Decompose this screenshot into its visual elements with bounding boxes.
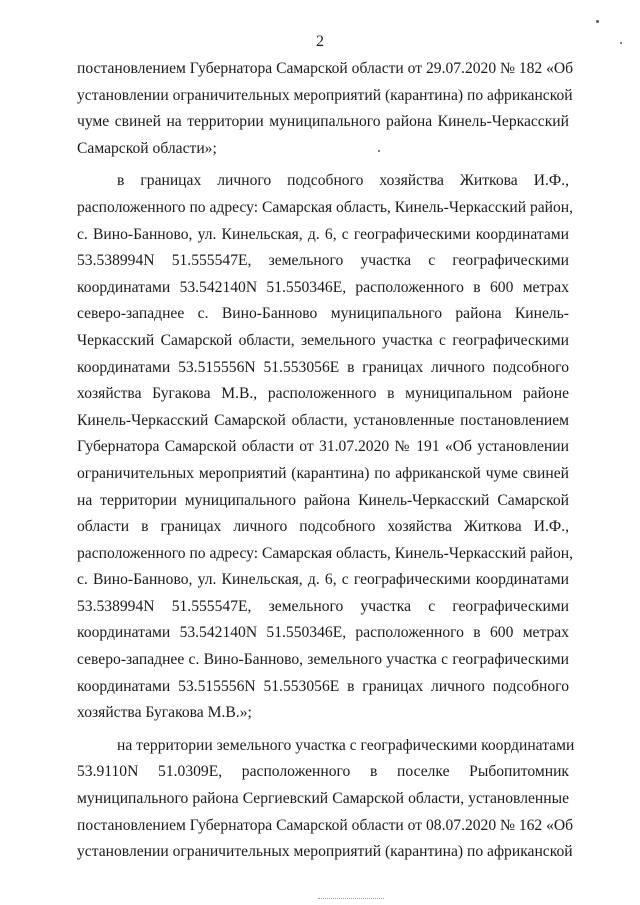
text-line: хозяйства Бугакова М.В.»; bbox=[77, 704, 252, 722]
text-line: Самарской области»; bbox=[77, 139, 217, 157]
text-line: с. Вино-Банново, ул. Кинельская, д. 6, с географическими координатами bbox=[77, 571, 569, 589]
text-line: установлении ограничительных мероприятий (карантина) по африканской bbox=[77, 86, 573, 104]
scan-speck bbox=[596, 20, 599, 23]
scan-artifact bbox=[318, 898, 384, 900]
paragraph bbox=[77, 733, 575, 866]
text-line: муниципального района Сергиевский Самарской области, установленные bbox=[77, 790, 569, 808]
text-line: расположенного по адресу: Самарская область, Кинель-Черкасский район, bbox=[77, 198, 574, 216]
text-line: координатами 53.542140N 51.550346E, расположенного в 600 метрах bbox=[77, 278, 569, 296]
scan-speck bbox=[620, 42, 622, 44]
document-body bbox=[77, 56, 575, 866]
text-line: координатами 53.515556N 51.553056E в границах личного подсобного bbox=[77, 677, 569, 695]
text-line: с. Вино-Банново, ул. Кинельская, д. 6, с географическими координатами bbox=[77, 225, 569, 243]
text-line: области в границах личного подсобного хозяйства Житкова И.Ф., bbox=[77, 518, 569, 536]
paragraph bbox=[77, 168, 574, 726]
text-line: 53.9110N 51.0309E, расположенного в поселке Рыбопитомник bbox=[77, 763, 569, 781]
scan-speck bbox=[378, 150, 380, 152]
text-line: на территории земельного участка с географическими координатами bbox=[117, 736, 575, 754]
text-line: постановлением Губернатора Самарской области от 29.07.2020 № 182 «Об bbox=[77, 60, 574, 77]
page-number: 2 bbox=[316, 33, 324, 50]
text-line: Губернатора Самарской области от 31.07.2020 № 191 «Об установлении bbox=[77, 438, 569, 456]
text-line: 53.538994N 51.555547E, земельного участка с географическими bbox=[77, 252, 569, 270]
text-line: на территории муниципального района Кинель-Черкасский Самарской bbox=[77, 491, 569, 509]
text-line: северо-западнее с. Вино-Банново муниципального района Кинель- bbox=[77, 305, 569, 323]
text-line: чуме свиней на территории муниципального района Кинель-Черкасский bbox=[77, 113, 569, 131]
text-line: постановлением Губернатора Самарской области от 08.07.2020 № 162 «Об bbox=[77, 816, 574, 834]
text-line: ограничительных мероприятий (карантина) по африканской чуме свиней bbox=[77, 464, 569, 482]
text-line: координатами 53.515556N 51.553056E в границах личного подсобного bbox=[77, 358, 569, 376]
text-line: Кинель-Черкасский Самарской области, установленные постановлением bbox=[77, 411, 569, 429]
text-line: расположенного по адресу: Самарская область, Кинель-Черкасский район, bbox=[77, 544, 574, 562]
text-line: установлении ограничительных мероприятий (карантина) по африканской bbox=[77, 843, 573, 861]
paragraph bbox=[77, 56, 574, 162]
text-line: хозяйства Бугакова М.В., расположенного в муниципальном районе bbox=[77, 385, 569, 403]
text-line: в границах личного подсобного хозяйства Житкова И.Ф., bbox=[117, 172, 569, 190]
text-line: северо-западнее с. Вино-Банново, земельного участка с географическими bbox=[77, 651, 569, 669]
text-line: Черкасский Самарской области, земельного участка с географическими bbox=[77, 331, 569, 349]
text-line: 53.538994N 51.555547E, земельного участка с географическими bbox=[77, 597, 569, 615]
text-line: координатами 53.542140N 51.550346E, расположенного в 600 метрах bbox=[77, 624, 569, 642]
